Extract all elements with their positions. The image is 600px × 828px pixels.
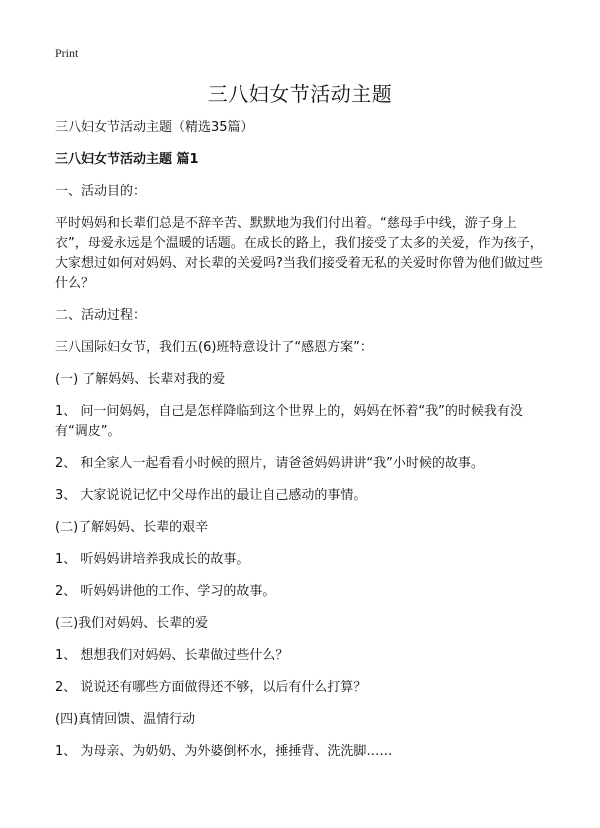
- list-item: 1、 问一问妈妈，自己是怎样降临到这个世界上的，妈妈在怀着“我”的时候我有没有“调皮”。: [55, 404, 523, 439]
- document-title: 三八妇女节活动主题: [207, 82, 393, 106]
- intro-line: 三八妇女节活动主题（精选35篇）: [55, 120, 254, 135]
- subsection-heading-3: (三)我们对妈妈、长辈的爱: [55, 616, 209, 631]
- list-item: 2、 听妈妈讲他的工作、学习的故事。: [55, 584, 276, 599]
- print-label: Print: [55, 46, 79, 60]
- list-item: 2、 说说还有哪些方面做得还不够，以后有什么打算？: [55, 680, 367, 695]
- subsection-heading-2: (二)了解妈妈、长辈的艰辛: [55, 520, 209, 535]
- activity-purpose-heading: 一、活动目的：: [55, 184, 147, 199]
- document-body: [55, 118, 548, 774]
- activity-purpose-text: 平时妈妈和长辈们总是不辞辛苦、默默地为我们付出着。“慈母手中线，游子身上衣”，母爱永远是个温暖的话题。在成长的路上，我们接受了太多的关爱，作为孩子，大家想过如何对妈妈、对长辈的关爱吗?当我们接受着无私的关爱时你曾为他们做过些什么？: [55, 216, 543, 291]
- subsection-heading-1: (一) 了解妈妈、长辈对我的爱: [55, 372, 226, 387]
- section-heading: 三八妇女节活动主题 篇1: [55, 152, 199, 167]
- list-item: 1、 听妈妈讲培养我成长的故事。: [55, 552, 250, 567]
- subsection-heading-4: (四)真情回馈、温情行动: [55, 712, 196, 727]
- activity-process-intro: 三八国际妇女节，我们五(6)班特意设计了“感恩方案”：: [55, 340, 373, 355]
- list-item: 1、 为母亲、为奶奶、为外婆倒杯水，捶捶背、洗洗脚……: [55, 744, 393, 759]
- list-item: 3、 大家说说记忆中父母作出的最让自己感动的事情。: [55, 488, 367, 503]
- list-item: 1、 想想我们对妈妈、长辈做过些什么？: [55, 648, 289, 663]
- activity-process-heading: 二、活动过程：: [55, 308, 147, 323]
- list-item: 2、 和全家人一起看看小时候的照片，请爸爸妈妈讲讲“我”小时候的故事。: [55, 456, 484, 471]
